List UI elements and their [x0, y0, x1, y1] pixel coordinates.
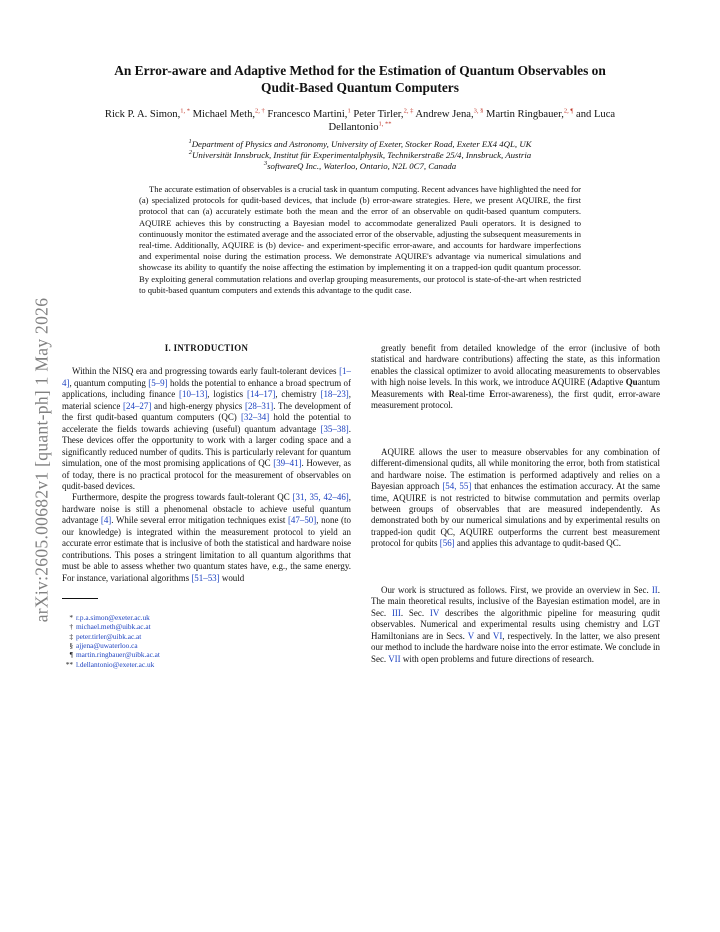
footnote-mark: † [69, 622, 73, 632]
footnote-rule [62, 598, 98, 599]
footnote [62, 641, 351, 650]
author-name: Andrew Jena, [415, 109, 474, 120]
author [193, 109, 265, 120]
footnote-mark: ¶ [69, 650, 73, 660]
paragraph: Our work is structured as follows. First, we provide an overview in Sec. II. The main theoretical results, inclusive of the Bayesian estimation model, are in Sec. III. Sec. IV describes the algorithmic pipeline for measuring qudit observables. Numerical and experimental results using chemistry and LGT Hamiltonians are in Secs. V and VI, respectively. In the latter, we also present our method to include the hardware noise into the error estimate. We conclude in Sec. VII with open problems and future directions of research. [371, 584, 661, 664]
author-name: Francesco Martini, [267, 109, 348, 120]
citation-link[interactable]: [24–27] [123, 400, 152, 411]
footnotes [62, 613, 351, 669]
section-heading-introduction: I. INTRODUCTION [164, 343, 249, 353]
acronym-letter: Qu [625, 377, 638, 388]
footnote-mark: ‡ [69, 631, 73, 641]
author-name: and Luca Dellantonio [328, 109, 616, 134]
footnote [62, 622, 351, 631]
abstract: The accurate estimation of observables is a crucial task in quantum computing. Recent advances have highlighted the need for (a) specialized protocols for qudit-based devices, that include (b) error-aware strategies. Here, we present AQUIRE, the first protocol that can (a) accurately estimate both the mean and the error of an observable on qudit-based quantum computers. AQUIRE achieves this by constructing a Bayesian model to accommodate generalized Pauli operators. It is designed to continuously monitor the estimated average and the associated error of the observable, adjusting the subsequent measurements in real-time. Additionally, AQUIRE is (b) device- and experiment-specific error-aware, and accounts for hardware imperfections and experimental noise during the estimation process. We demonstrate AQUIRE's advantage via numerical simulations and showcase its ability to quantify the noise affecting the estimation by implementing it on a trapped-ion qudit quantum processor. By exploiting general commutation relations and overlap grouping measurements, our protocol is state-of-the-art when restricted to qubit-based quantum computers and extends this advantage to the qudit case. [139, 184, 581, 295]
left-column-text [62, 366, 351, 584]
author-affiliation-marks: 2, ‡ [403, 107, 414, 115]
author-affiliation-marks: 3, § [473, 107, 484, 115]
author [353, 109, 413, 120]
citation-link[interactable]: [31, 35, 42–46] [292, 492, 349, 503]
footnote-email-link[interactable]: r.p.a.simon@exeter.ac.uk [76, 613, 150, 623]
citation-link[interactable]: [39–41] [273, 458, 302, 469]
citation-link[interactable]: [1–4] [62, 366, 351, 388]
acronym-letter: A [590, 377, 597, 388]
citation-link[interactable]: VII [388, 653, 401, 664]
author [486, 109, 573, 120]
citation-link[interactable]: [28–31] [244, 400, 274, 411]
author [267, 109, 350, 120]
paragraph: Furthermore, despite the progress towards fault-tolerant QC [31, 35, 42–46], hardware noise is still a phenomenal obstacle to achieve useful quantum advantage [4]. While several error mitigation techniques exist [47–50], none (to our knowledge) is integrated within the measurement protocol to yield an accurate error estimate that is inclusive of both the statistical and hardware noise contributions. This poses a stringent limitation to all quantum algorithms that must be able to assess whether two quantum states have, e.g., the same energy. For instance, variational algorithms [51–53] would [62, 492, 352, 583]
affiliation [90, 139, 630, 150]
affiliation-text: Universität Innsbruck, Institut für Experimentalphysik, Technikerstraße 25/4, Innsbruck, Austria [192, 150, 532, 160]
footnote [62, 613, 351, 622]
left-column [62, 343, 351, 669]
author [415, 109, 483, 120]
citation-link[interactable]: V [467, 630, 474, 641]
affiliation [90, 161, 630, 172]
footnote [62, 660, 351, 669]
author-affiliation-marks: 1, * [180, 107, 190, 115]
right-column [371, 343, 660, 665]
footnote-mark: § [69, 640, 73, 650]
author-name: Martin Ringbauer, [486, 109, 564, 120]
footnote-email-link[interactable]: michael.meth@uibk.ac.at [76, 622, 151, 632]
citation-link[interactable]: [14–17] [247, 389, 276, 400]
arxiv-identifier: arXiv:2605.00682v1 [quant-ph] 1 May 2026 [31, 297, 52, 623]
right-column-text [371, 343, 660, 665]
author-affiliation-marks: 1, ** [378, 120, 392, 128]
affiliation-number: 3 [263, 160, 268, 168]
citation-link[interactable]: [4] [100, 515, 112, 526]
acronym-letter: i [434, 388, 437, 399]
citation-link[interactable]: [54, 55] [442, 481, 472, 492]
citation-link[interactable]: [35–38] [320, 423, 349, 434]
arxiv-sidebar-stamp [22, 250, 62, 670]
title-line-2: Qudit-Based Quantum Computers [261, 79, 459, 95]
author-name: Peter Tirler, [353, 109, 404, 120]
author-affiliation-marks: 2, † [255, 107, 265, 115]
citation-link[interactable]: IV [429, 607, 440, 618]
paragraph: Within the NISQ era and progressing towards early fault-tolerant devices [1–4], quantum computing [5–9] holds the potential to enhance a broad spectrum of applications, including finance [10–13], logistics [14–17], chemistry [18–23], material science [24–27] and high-energy physics [28–31]. The development of the first qudit-based quantum computers (QC) [32–34] hold the potential to accelerate the fields towards achieving (useful) quantum advantage [35–38]. These devices offer the opportunity to work with a larger coding space and a significantly reduced number of qudits. This is particularly relevant for quantum simulation, one of the most promising applications of QC [39–41]. However, as of today, there is no practical protocol for the measurement of observables on qudit-based devices. [62, 366, 352, 491]
affiliation-list [90, 139, 630, 172]
citation-link[interactable]: [32–34] [240, 412, 270, 423]
author-name: Michael Meth, [192, 109, 256, 120]
citation-link[interactable]: [10–13] [179, 389, 208, 400]
footnote-email-link[interactable]: ajjena@uwaterloo.ca [76, 640, 138, 650]
footnote [62, 650, 351, 659]
footnote [62, 632, 351, 641]
footnote-email-link[interactable]: peter.tirler@uibk.ac.at [76, 631, 142, 641]
title-line-1: An Error-aware and Adaptive Method for the Estimation of Quantum Observables on [114, 63, 606, 78]
footnote-mark: ** [65, 659, 73, 669]
citation-link[interactable]: [5–9] [148, 377, 168, 388]
affiliation [90, 150, 630, 161]
citation-link[interactable]: III [391, 607, 401, 618]
citation-link[interactable]: [51–53] [191, 572, 220, 583]
citation-link[interactable]: [18–23] [320, 389, 349, 400]
author-name: Rick P. A. Simon, [104, 109, 181, 120]
author-affiliation-marks: 1 [347, 107, 351, 115]
acronym-letter: R [448, 388, 456, 399]
footnote-mark: * [69, 613, 73, 623]
citation-link[interactable]: [56] [439, 538, 455, 549]
paragraph: greatly benefit from detailed knowledge of the error (inclusive of both statistical and hardware contributions) affecting the state, as this information enables the classical optimizer to avoid allocating measurements to observables with high noise levels. In this work, we introduce AQUIRE (Adaptive Quantum Measurements with Real-time Error-awareness), the first qudit, error-aware measurement protocol. [371, 343, 661, 411]
acronym-letter: E [489, 388, 496, 399]
author-list [100, 108, 620, 134]
affiliation-text: Department of Physics and Astronomy, University of Exeter, Stocker Road, Exeter EX4 4QL, UK [191, 139, 532, 149]
paragraph: AQUIRE allows the user to measure observables for any combination of different-dimensional qudits, all while monitoring the error, both from statistical and hardware noise. The estimation is performed adaptively and relies on a Bayesian approach [54, 55] that enhances the estimation accuracy. At the same time, AQUIRE is not restricted to bitwise commutation and permits overlap between groups of observables that are measured independently. As demonstrated both by our numerical simulations and by experimental results on trapped-ion qudit QC, AQUIRE outperforms the current best measurement protocol for qubits [56] and applies this advantage to qudit-based QC. [371, 446, 661, 549]
footnote-email-link[interactable]: martin.ringbauer@uibk.ac.at [76, 650, 160, 660]
affiliation-number: 1 [188, 138, 192, 146]
footnote-email-link[interactable]: l.dellantonio@exeter.ac.uk [76, 659, 155, 669]
author-affiliation-marks: 2, ¶ [563, 107, 574, 115]
paper-title [60, 63, 660, 96]
citation-link[interactable]: VI [492, 630, 503, 641]
author [105, 109, 190, 120]
affiliation-number: 2 [188, 149, 193, 157]
affiliation-text: softwareQ Inc., Waterloo, Ontario, N2L 0C7, Canada [267, 161, 457, 171]
citation-link[interactable]: [47–50] [287, 515, 317, 526]
citation-link[interactable]: II [651, 584, 658, 595]
